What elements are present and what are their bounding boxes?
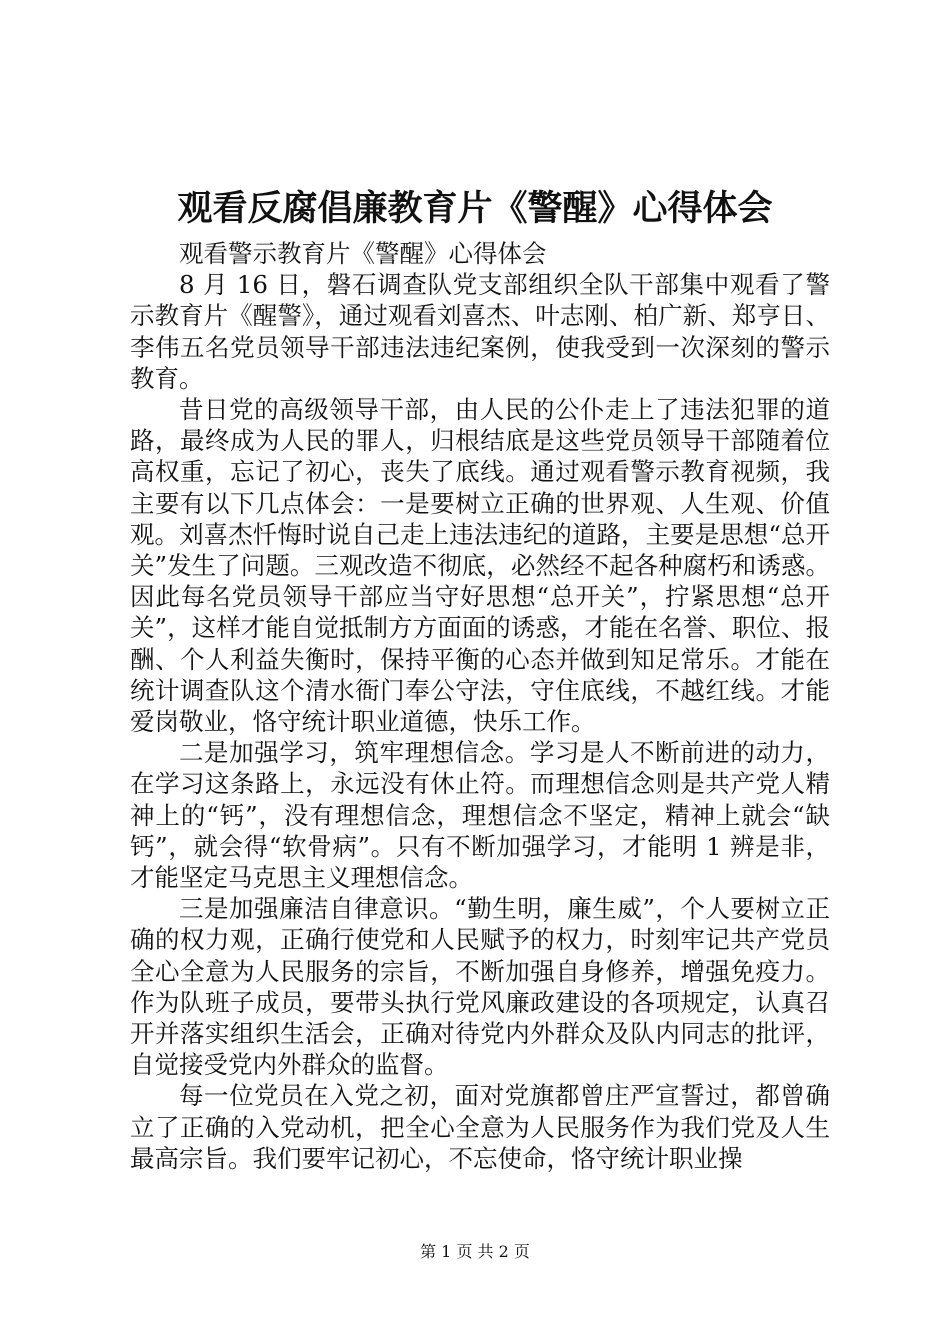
paragraph: 每一位党员在入党之初，面对党旗都曾庄严宣誓过，都曾确立了正确的入党动机，把全心全意为人民服务作为我们党及人生最高宗旨。我们要牢记初心，不忘使命，恪守统计职业操 — [130, 1081, 830, 1173]
paragraph: 三是加强廉洁自律意识。“勤生明，廉生威”，个人要树立正确的权力观，正确行使党和人民赋予的权力，时刻牢记共产党员全心全意为人民服务的宗旨，不断加强自身修养，增强免疫力。作为队班子成员，要带头执行党风廉政建设的各项规定，认真召开并落实组织生活会，正确对待党内外群众及队内同志的批评，自觉接受党内外群众的监督。 — [130, 894, 830, 1080]
document-body — [130, 238, 830, 1174]
document-subtitle: 观看警示教育片《警醒》心得体会 — [179, 239, 547, 268]
paragraph: 二是加强学习，筑牢理想信念。学习是人不断前进的动力，在学习这条路上，永远没有休止符。而理想信念则是共产党人精神上的“钙”，没有理想信念，理想信念不坚定，精神上就会“缺钙”，就会得“软骨病”。只有不断加强学习，才能明 1 辨是非，才能坚定马克思主义理想信念。 — [130, 738, 830, 893]
paragraph: 8 月 16 日，磐石调查队党支部组织全队干部集中观看了警示教育片《醒警》，通过观看刘喜杰、叶志刚、柏广新、郑亨日、李伟五名党员领导干部违法违纪案例，使我受到一次深刻的警示教育。 — [130, 270, 830, 393]
document-title: 观看反腐倡廉教育片《警醒》心得体会 — [177, 188, 773, 229]
page-footer: 第 1 页 共 2 页 — [420, 1242, 530, 1261]
paragraph: 昔日党的高级领导干部，由人民的公仆走上了违法犯罪的道路，最终成为人民的罪人，归根结底是这些党员领导干部随着位高权重，忘记了初心，丧失了底线。通过观看警示教育视频，我主要有以下几点体会：一是要树立正确的世界观、人生观、价值观。刘喜杰忏悔时说自己走上违法违纪的道路，主要是思想“总开关”发生了问题。三观改造不彻底，必然经不起各种腐朽和诱惑。因此每名党员领导干部应当守好思想“总开关”，拧紧思想“总开关”，这样才能自觉抵制方方面面的诱惑，才能在名誉、职位、报酬、个人利益失衡时，保持平衡的心态并做到知足常乐。才能在统计调查队这个清水衙门奉公守法，守住底线，不越红线。才能爱岗敬业，恪守统计职业道德，快乐工作。 — [130, 395, 830, 737]
